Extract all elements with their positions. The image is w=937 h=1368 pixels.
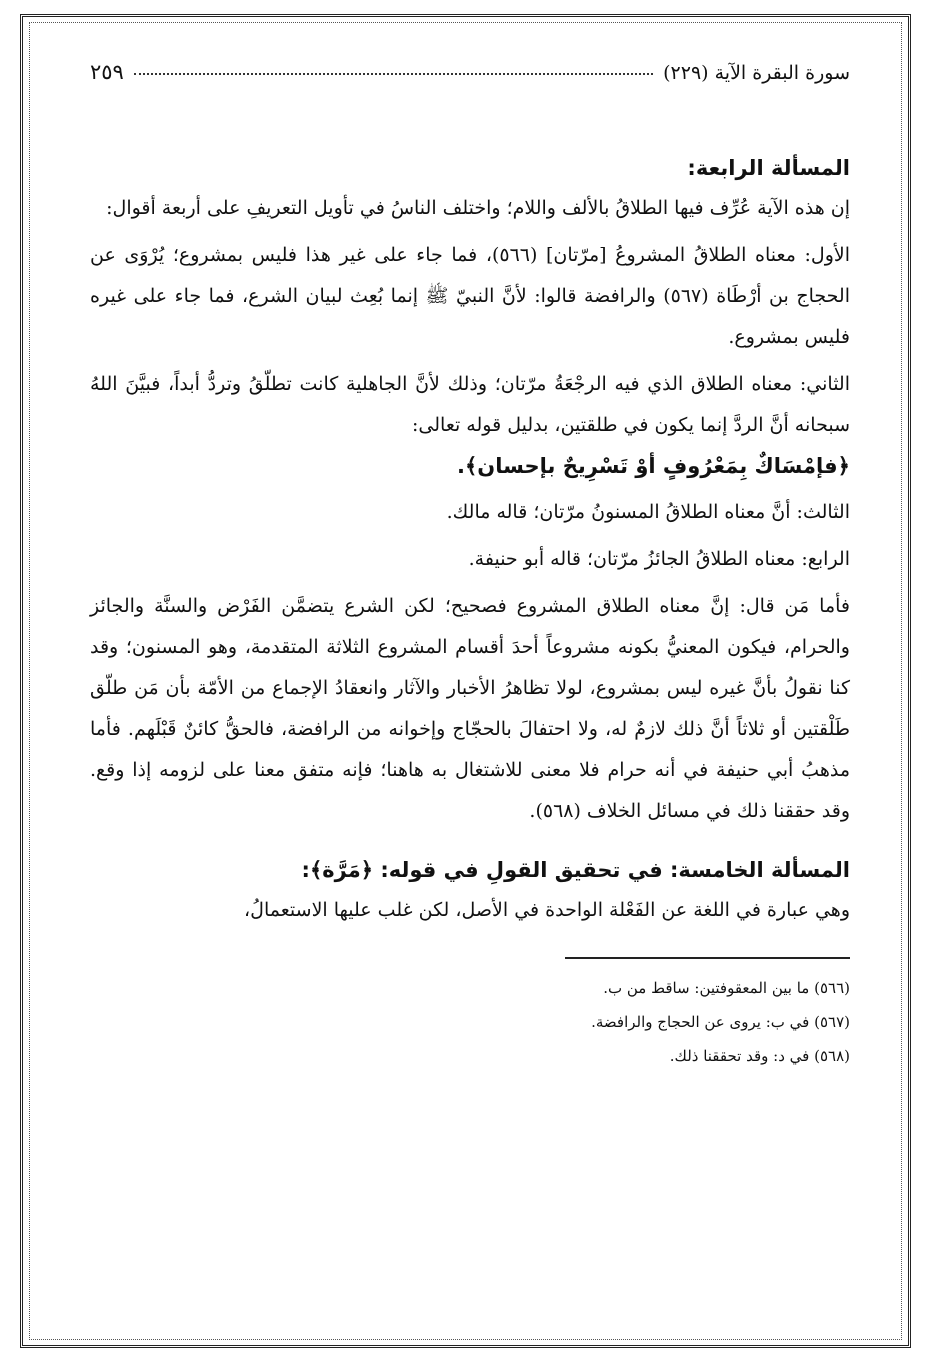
page-number: ٢٥٩	[90, 60, 124, 84]
section-heading-4: المسألة الرابعة:	[687, 156, 850, 180]
paragraph-second-opinion: الثاني: معناه الطلاق الذي فيه الرجْعَةُ مرّتان؛ وذلك لأنَّ الجاهلية كانت تطلّقُ وتردُّ أبداً، فبيَّنَ اللهُ سبحانه أنَّ الردَّ إنما يكون في طلقتين، بدليل قوله تعالى:	[90, 373, 850, 436]
footnote-567: (٥٦٧) في ب: يروى عن الحجاج والرافضة.	[591, 1013, 850, 1031]
footnote-568: (٥٦٨) في د: وقد تحققنا ذلك.	[669, 1047, 850, 1065]
running-title: سورة البقرة الآية (٢٢٩)	[663, 62, 850, 84]
footnote-566: (٥٦٦) ما بين المعقوفتين: ساقط من ب.	[603, 979, 850, 997]
paragraph-first-opinion: الأول: معناه الطلاقُ المشروعُ [مرّتان] (٥٦٦)، فما جاء على غير هذا فليس بمشروع؛ يُرْوَى عن الحجاج بن أرْطَاة (٥٦٧) والرافضة قالوا: لأنَّ النبيّ ﷺ إنما بُعِث لبيان الشرع، فما جاء على غيره فليس بمشروع.	[90, 244, 850, 348]
running-header	[90, 60, 850, 112]
paragraph-fourth-opinion: الرابع: معناه الطلاقُ الجائزُ مرّتان؛ قاله أبو حنيفة.	[468, 548, 850, 570]
dotted-leader	[134, 63, 653, 75]
page-content	[90, 60, 850, 1310]
paragraph-discussion: فأما مَن قال: إنَّ معناه الطلاق المشروع فصحيح؛ لكن الشرع يتضمَّن الفَرْض والسنَّة والجائز والحرام، فيكون المعنيُّ بكونه مشروعاً أحدَ أقسام المشروع الثلاثة المتقدمة، وهو المسنون؛ وقد كنا نقولُ بأنَّ غيره ليس بمشروع، لولا تظاهرُ الأخبار والآثار وانعقادُ الإجماع من الأمّة بأن مَن طلّق طَلْقتين أو ثلاثاً أنَّ ذلك لازمٌ له، ولا احتفالَ بالحجّاج وإخوانه من الرافضة، فالحقُّ كائنٌ قَبْلَهم. فأما مذهبُ أبي حنيفة في أنه حرام فلا معنى للاشتغال به هاهنا؛ فإنه متفق معنا على لزومه إذا وقع. وقد حققنا ذلك في مسائل الخلاف (٥٦٨).	[90, 595, 850, 822]
footnote-separator	[565, 957, 850, 959]
section-heading-5: المسألة الخامسة: في تحقيق القولِ في قوله: ﴿مَرَّة﴾:	[301, 858, 850, 882]
paragraph-intro: إن هذه الآية عُرِّف فيها الطلاقُ بالألف واللام؛ واختلف الناسُ في تأويل التعريفِ على أربعة أقوال:	[106, 197, 850, 219]
paragraph-third-opinion: الثالث: أنَّ معناه الطلاقُ المسنونُ مرّتان؛ قاله مالك.	[446, 501, 850, 523]
paragraph-definition: وهي عبارة في اللغة عن الفَعْلة الواحدة في الأصل، لكن غلب عليها الاستعمالُ،	[244, 899, 850, 921]
quran-verse: ﴿فإمْسَاكٌ بِمَعْرُوفٍ أوْ تَسْرِيحٌ بإحسان﴾.	[457, 454, 850, 478]
